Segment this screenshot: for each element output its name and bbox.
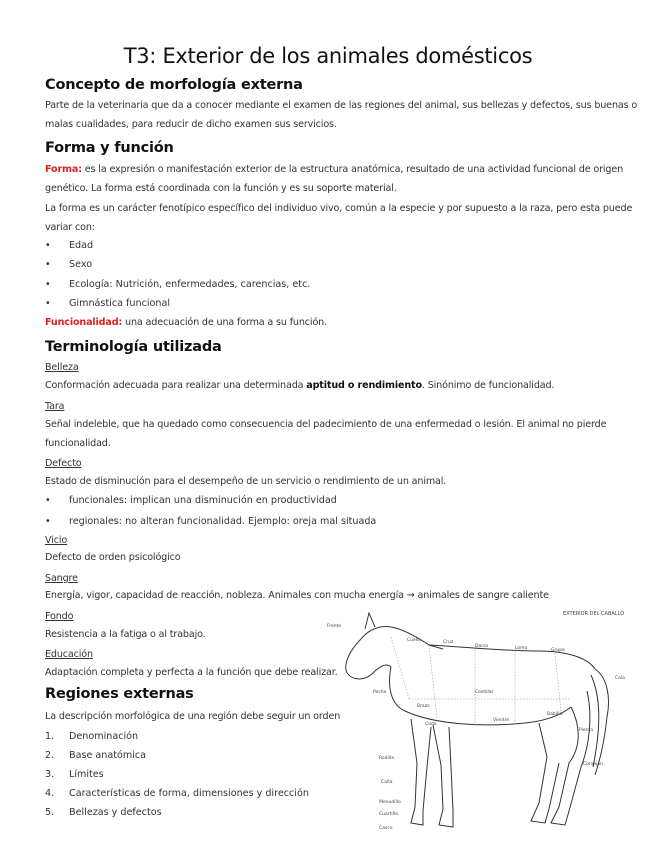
region-label: Brazo [417,704,430,709]
list-item: • regionales: no alteran funcionalidad. Ejemplo: oreja mal situada [45,516,377,527]
paragraph-line: Adaptación completa y perfecta a la función que debe realizar. [45,667,338,678]
paragraph-line: Parte de la veterinaria que da a conocer mediante el examen de las regiones del animal, sus bellezas y defectos, sus buenas o [45,100,638,111]
region-label: Frente [327,624,342,629]
paragraph-line: Energía, vigor, capacidad de reacción, nobleza. Animales con mucha energía → animales de sangre caliente [45,590,549,601]
term-sangre: Sangre [45,573,78,584]
funcionalidad-label: Funcionalidad: [45,317,123,328]
figure-caption: EXTERIOR DEL CABALLO [563,611,625,617]
forma-text: es la expresión o manifestación exterior de la estructura anatómica, resultado de una actividad funcional de origen [81,164,624,175]
funcionalidad-text: una adecuación de una forma a su función. [122,317,327,328]
list-item: • Edad [45,240,94,251]
forma-label: Forma: [45,164,82,175]
horse-regions-figure [325,607,643,839]
paragraph-line: malas cualidades, para reducir de dicho examen sus servicios. [45,119,337,130]
heading-terminologia: Terminología utilizada [45,339,222,355]
term-tara: Tara [45,401,65,412]
term-defecto: Defecto [45,458,82,469]
paragraph-line: Señal indeleble, que ha quedado como consecuencia del padecimiento de una enfermedad o lesión. El animal no pierde [45,419,607,430]
funcionalidad-definition [45,314,327,332]
region-label: Pecho [373,690,387,695]
paragraph-line: Estado de disminución para el desempeño de un servicio o rendimiento de un animal. [45,476,447,487]
term-belleza: Belleza [45,362,79,373]
paragraph-line: genético. La forma está coordinada con la función y es su soporte material. [45,183,397,194]
forma-definition [45,161,623,179]
list-item: 1. Denominación [45,731,139,742]
region-label: Costillar [475,690,494,695]
page-title: T3: Exterior de los animales domésticos [123,44,533,68]
paragraph-line: variar con: [45,222,95,233]
region-label: Cuartilla [379,812,398,817]
list-item: • funcionales: implican una disminución en productividad [45,495,337,506]
region-label: Menudillo [379,800,401,805]
region-label: Pierna [579,728,594,733]
region-label: Casco [379,826,393,831]
list-item: 4. Características de forma, dimensiones y dirección [45,788,309,799]
paragraph-line: funcionalidad. [45,438,111,449]
list-item: 2. Base anatómica [45,750,147,761]
list-item: • Ecología: Nutrición, enfermedades, carencias, etc. [45,279,311,290]
region-label: Grupa [551,648,565,653]
paragraph-line: Resistencia a la fatiga o al trabajo. [45,629,206,640]
paragraph-line: La descripción morfológica de una región debe seguir un orden [45,711,341,722]
term-fondo: Fondo [45,611,74,622]
list-item: 3. Límites [45,769,104,780]
heading-morfologia-externa: Concepto de morfología externa [45,77,303,93]
region-label: Caña [381,780,393,785]
region-label: Lomo [515,646,528,651]
region-label: Corvejón [583,762,604,767]
paragraph-line: Defecto de orden psicológico [45,552,181,563]
region-label: Dorso [475,644,489,649]
heading-regiones-externas: Regiones externas [45,686,194,702]
region-label: Babilla [547,712,563,717]
region-label: Rodilla [379,756,395,761]
heading-forma-funcion: Forma y función [45,140,174,156]
list-item: • Gimnástica funcional [45,298,171,309]
region-label: Vientre [493,718,510,723]
region-label: Cola [615,676,625,681]
list-item: 5. Bellezas y defectos [45,807,162,818]
paragraph-line: La forma es un carácter fenotípico específico del individuo vivo, común a la especie y por supuesto a la raza, pero esta puede [45,203,633,214]
region-label: Codo [425,722,437,727]
region-label: Cruz [443,640,454,645]
region-label: Cuello [407,638,422,643]
term-educacion: Educación [45,649,93,660]
belleza-definition: Conformación adecuada para realizar una determinada aptitud o rendimiento. Sinónimo de funcionalidad. [45,380,555,391]
term-vicio: Vicio [45,535,68,546]
list-item: • Sexo [45,259,93,270]
